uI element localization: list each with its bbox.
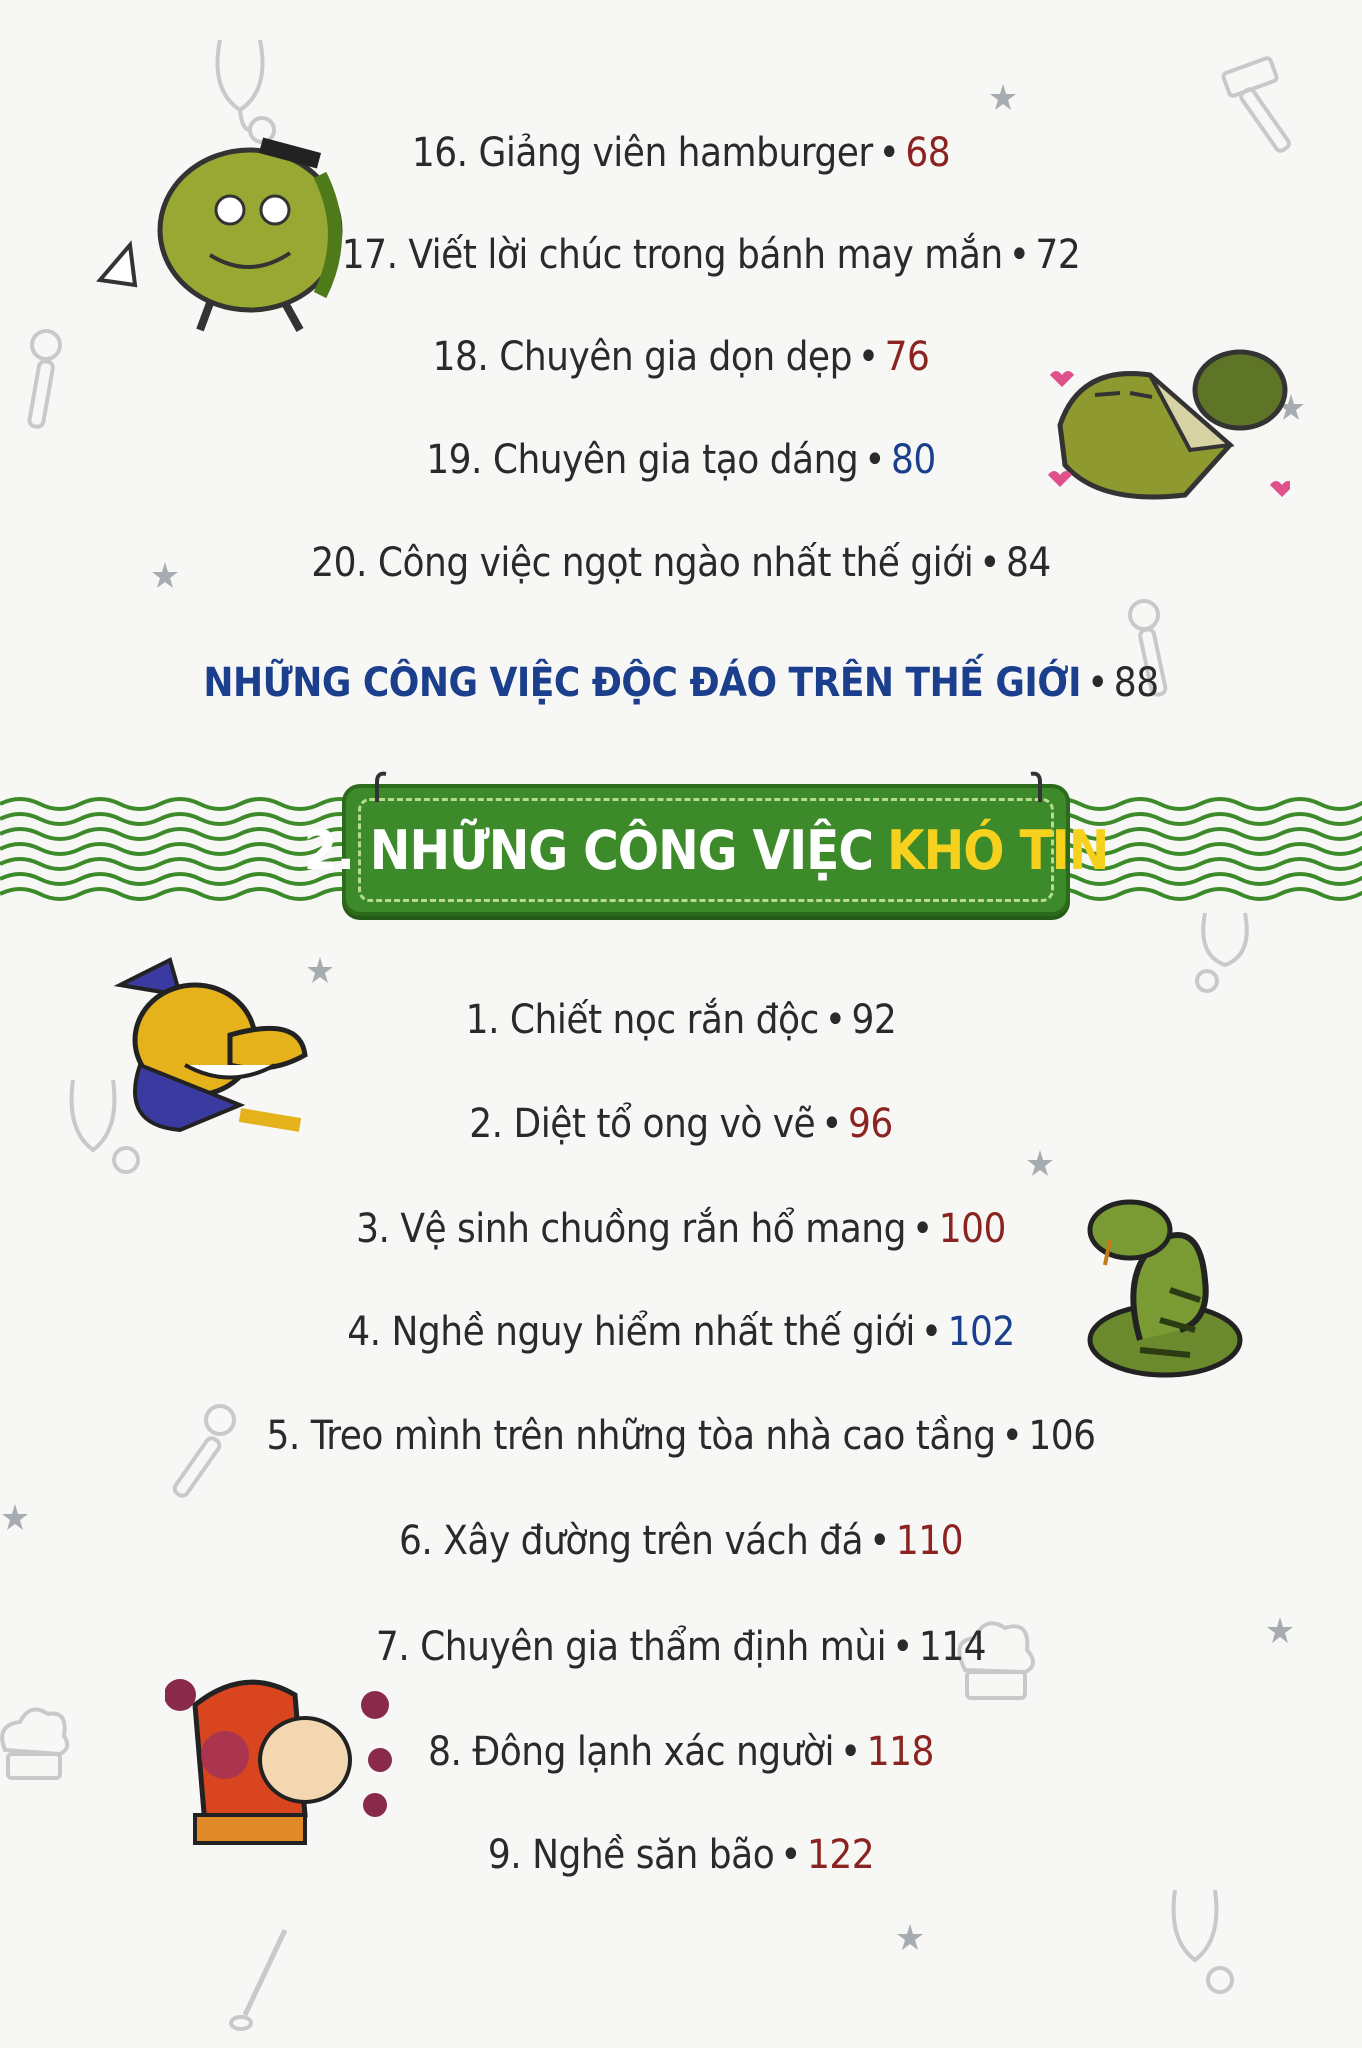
separator-dot: • <box>821 1101 842 1147</box>
separator-dot: • <box>780 1832 801 1878</box>
toc-page-number: 96 <box>847 1101 893 1147</box>
star-icon <box>1025 1148 1055 1178</box>
stethoscope-icon <box>1160 1880 1240 2000</box>
toc-page-number: 106 <box>1028 1413 1096 1459</box>
toc-item-title: 17. Viết lời chúc trong bánh may mắn <box>341 232 1003 278</box>
separator-dot: • <box>911 1206 933 1252</box>
chapter-title[interactable] <box>303 784 1109 916</box>
toc-item-title: 19. Chuyên gia tạo dáng <box>426 437 859 483</box>
separator-dot: • <box>920 1309 942 1355</box>
toc-item[interactable] <box>0 1101 1362 1147</box>
toc-item[interactable] <box>0 997 1362 1043</box>
toc-page-number: 122 <box>806 1832 875 1878</box>
chapter-title-main: 2. NHỮNG CÔNG VIỆC <box>303 818 873 882</box>
brush-icon <box>225 1925 295 2035</box>
toc-item-title: 20. Công việc ngọt ngào nhất thế giới <box>311 540 974 586</box>
toc-page-number: 72 <box>1035 232 1081 278</box>
separator-dot: • <box>979 540 1000 586</box>
toc-item[interactable] <box>0 1729 1362 1775</box>
toc-page-number: 68 <box>905 130 951 176</box>
toc-item-title: 18. Chuyên gia dọn dẹp <box>432 334 852 380</box>
toc-page-number: 102 <box>947 1309 1015 1355</box>
toc-item-title: 2. Diệt tổ ong vò vẽ <box>469 1101 816 1147</box>
separator-dot: • <box>892 1624 913 1670</box>
toc-item-title: 7. Chuyên gia thẩm định mùi <box>375 1624 887 1670</box>
separator-dot: • <box>839 1729 861 1775</box>
separator-dot: • <box>1008 232 1030 278</box>
chapter-title-accent: KHÓ TIN <box>887 818 1109 882</box>
toc-item-title: 8. Đông lạnh xác người <box>428 1729 834 1775</box>
toc-item[interactable] <box>0 1206 1362 1252</box>
toc-page-number: 118 <box>866 1729 934 1775</box>
toc-item-title: 16. Giảng viên hamburger <box>411 130 873 176</box>
separator-dot: • <box>1001 1413 1023 1459</box>
toc-item[interactable] <box>0 540 1362 586</box>
toc-item-title: 4. Nghề nguy hiểm nhất thế giới <box>347 1309 915 1355</box>
special-section-heading[interactable] <box>0 660 1362 706</box>
special-section-title: NHỮNG CÔNG VIỆC ĐỘC ĐÁO TRÊN THẾ GIỚI <box>203 660 1082 706</box>
toc-item[interactable] <box>0 1309 1362 1355</box>
toc-page-number: 110 <box>895 1518 963 1564</box>
toc-item-title: 5. Treo mình trên những tòa nhà cao tầng <box>266 1413 996 1459</box>
toc-item[interactable] <box>0 1832 1362 1878</box>
toc-item-title: 6. Xây đường trên vách đá <box>399 1518 864 1564</box>
toc-item-title: 3. Vệ sinh chuồng rắn hổ mang <box>356 1206 906 1252</box>
toc-page-number: 80 <box>891 437 936 483</box>
toc-item[interactable] <box>0 334 1362 380</box>
toc-page-number: 76 <box>884 334 930 380</box>
toc-item-title: 1. Chiết nọc rắn độc <box>465 997 819 1043</box>
separator-dot: • <box>869 1518 890 1564</box>
separator-dot: • <box>1087 660 1108 706</box>
toc-item[interactable] <box>0 1518 1362 1564</box>
toc-page-number: 84 <box>1005 540 1051 586</box>
star-icon <box>895 1922 925 1952</box>
toc-page-number: 88 <box>1113 660 1159 706</box>
toc-item[interactable] <box>0 1624 1362 1670</box>
separator-dot: • <box>857 334 879 380</box>
toc-item-title: 9. Nghề săn bão <box>487 1832 775 1878</box>
toc-item[interactable] <box>0 1413 1362 1459</box>
toc-page-number: 114 <box>918 1624 987 1670</box>
toc-item[interactable] <box>0 437 1362 483</box>
toc-item[interactable] <box>0 232 1362 278</box>
toc-page-number: 92 <box>851 997 897 1043</box>
star-icon <box>988 82 1018 112</box>
separator-dot: • <box>864 437 885 483</box>
toc-item[interactable] <box>0 130 1362 176</box>
separator-dot: • <box>878 130 900 176</box>
toc-page-number: 100 <box>938 1206 1006 1252</box>
separator-dot: • <box>824 997 846 1043</box>
